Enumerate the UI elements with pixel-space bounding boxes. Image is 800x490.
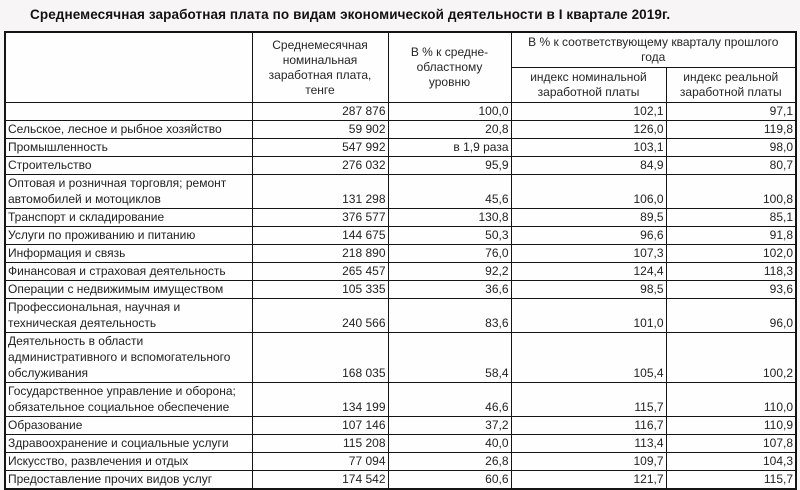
table-row: [5, 263, 796, 281]
table-row: [5, 471, 796, 490]
pct-regional-value: 95,9: [388, 157, 511, 175]
real-index-value: 91,8: [666, 227, 796, 245]
nominal-index-value: 102,1: [511, 103, 666, 121]
real-index-value: 110,9: [666, 417, 796, 435]
header-nominal-index: индекс номинальной заработной платы: [511, 68, 666, 103]
nominal-index-value: 109,7: [511, 453, 666, 471]
wage-value: 547 992: [252, 139, 388, 157]
activity-label: Информация и связь: [5, 245, 252, 263]
activity-label: Промышленность: [5, 139, 252, 157]
nominal-index-value: 103,1: [511, 139, 666, 157]
nominal-index-value: 115,7: [511, 383, 666, 417]
nominal-index-value: 124,4: [511, 263, 666, 281]
table-row: [5, 453, 796, 471]
nominal-index-value: 101,0: [511, 299, 666, 333]
pct-regional-value: 40,0: [388, 435, 511, 453]
nominal-index-value: 107,3: [511, 245, 666, 263]
activity-label: Профессиональная, научная и техническая деятельность: [5, 299, 252, 333]
activity-label: Здравоохранение и социальные услуги: [5, 435, 252, 453]
table-row: [5, 435, 796, 453]
nominal-index-value: 84,9: [511, 157, 666, 175]
pct-regional-value: 50,3: [388, 227, 511, 245]
nominal-index-value: 121,7: [511, 471, 666, 490]
real-index-value: 93,6: [666, 281, 796, 299]
real-index-value: 115,7: [666, 471, 796, 490]
pct-regional-value: 20,8: [388, 121, 511, 139]
table-row: [5, 139, 796, 157]
wage-value: 107 146: [252, 417, 388, 435]
wage-value: 144 675: [252, 227, 388, 245]
real-index-value: 85,1: [666, 209, 796, 227]
activity-label: Оптовая и розничная торговля; ремонт автомобилей и мотоциклов: [5, 175, 252, 209]
wage-value: 77 094: [252, 453, 388, 471]
pct-regional-value: в 1,9 раза: [388, 139, 511, 157]
nominal-index-value: 98,5: [511, 281, 666, 299]
pct-regional-value: 58,4: [388, 333, 511, 383]
pct-regional-value: 37,2: [388, 417, 511, 435]
table-row: [5, 281, 796, 299]
header-pct-prev-year-group: В % к соответствующему кварталу прошлого года: [511, 32, 796, 68]
table-header: [5, 32, 796, 103]
real-index-value: 100,2: [666, 333, 796, 383]
pct-regional-value: 92,2: [388, 263, 511, 281]
table-row: [5, 383, 796, 417]
wage-value: 265 457: [252, 263, 388, 281]
activity-label: Предоставление прочих видов услуг: [5, 471, 252, 490]
real-index-value: 110,0: [666, 383, 796, 417]
table-row: [5, 299, 796, 333]
wage-value: 134 199: [252, 383, 388, 417]
activity-label: Операции с недвижимым имуществом: [5, 281, 252, 299]
header-nominal-wage: Среднемесячная номинальная заработная плата, тенге: [252, 32, 388, 103]
pct-regional-value: 26,8: [388, 453, 511, 471]
pct-regional-value: 60,6: [388, 471, 511, 490]
wage-value: 131 298: [252, 175, 388, 209]
nominal-index-value: 116,7: [511, 417, 666, 435]
activity-label: [5, 103, 252, 121]
wage-value: 59 902: [252, 121, 388, 139]
activity-label: Финансовая и страховая деятельность: [5, 263, 252, 281]
real-index-value: 97,1: [666, 103, 796, 121]
table-row: [5, 121, 796, 139]
table-row: [5, 209, 796, 227]
header-pct-regional: В % к средне-областному уровню: [388, 32, 511, 103]
activity-label: Услуги по проживанию и питанию: [5, 227, 252, 245]
table-row: [5, 245, 796, 263]
page-title: Среднемесячная заработная плата по видам экономической деятельности в I квартале 2019г.: [30, 7, 671, 22]
activity-label: Транспорт и складирование: [5, 209, 252, 227]
wage-value: 115 208: [252, 435, 388, 453]
wage-value: 376 577: [252, 209, 388, 227]
real-index-value: 98,0: [666, 139, 796, 157]
wage-value: 168 035: [252, 333, 388, 383]
nominal-index-value: 96,6: [511, 227, 666, 245]
real-index-value: 104,3: [666, 453, 796, 471]
header-real-index: индекс реальной заработной платы: [666, 68, 796, 103]
pct-regional-value: 45,6: [388, 175, 511, 209]
wages-table: [4, 31, 797, 490]
activity-label: Государственное управление и оборона; обязательное социальное обеспечение: [5, 383, 252, 417]
nominal-index-value: 126,0: [511, 121, 666, 139]
activity-label: Образование: [5, 417, 252, 435]
header-activity: [5, 32, 252, 103]
table-row: [5, 103, 796, 121]
wage-value: 105 335: [252, 281, 388, 299]
pct-regional-value: 83,6: [388, 299, 511, 333]
pct-regional-value: 46,6: [388, 383, 511, 417]
wage-value: 240 566: [252, 299, 388, 333]
real-index-value: 107,8: [666, 435, 796, 453]
nominal-index-value: 106,0: [511, 175, 666, 209]
pct-regional-value: 36,6: [388, 281, 511, 299]
nominal-index-value: 113,4: [511, 435, 666, 453]
wage-value: 218 890: [252, 245, 388, 263]
table-row: [5, 175, 796, 209]
table-body: [5, 103, 796, 490]
nominal-index-value: 89,5: [511, 209, 666, 227]
activity-label: Сельское, лесное и рыбное хозяйство: [5, 121, 252, 139]
table-row: [5, 227, 796, 245]
wage-value: 276 032: [252, 157, 388, 175]
real-index-value: 118,3: [666, 263, 796, 281]
wage-value: 287 876: [252, 103, 388, 121]
activity-label: Строительство: [5, 157, 252, 175]
table-row: [5, 417, 796, 435]
wage-value: 174 542: [252, 471, 388, 490]
table-row: [5, 333, 796, 383]
pct-regional-value: 100,0: [388, 103, 511, 121]
real-index-value: 100,8: [666, 175, 796, 209]
real-index-value: 80,7: [666, 157, 796, 175]
activity-label: Искусство, развлечения и отдых: [5, 453, 252, 471]
real-index-value: 102,0: [666, 245, 796, 263]
nominal-index-value: 105,4: [511, 333, 666, 383]
real-index-value: 96,0: [666, 299, 796, 333]
pct-regional-value: 76,0: [388, 245, 511, 263]
real-index-value: 119,8: [666, 121, 796, 139]
pct-regional-value: 130,8: [388, 209, 511, 227]
activity-label: Деятельность в области административного и вспомогательного обслуживания: [5, 333, 252, 383]
table-row: [5, 157, 796, 175]
